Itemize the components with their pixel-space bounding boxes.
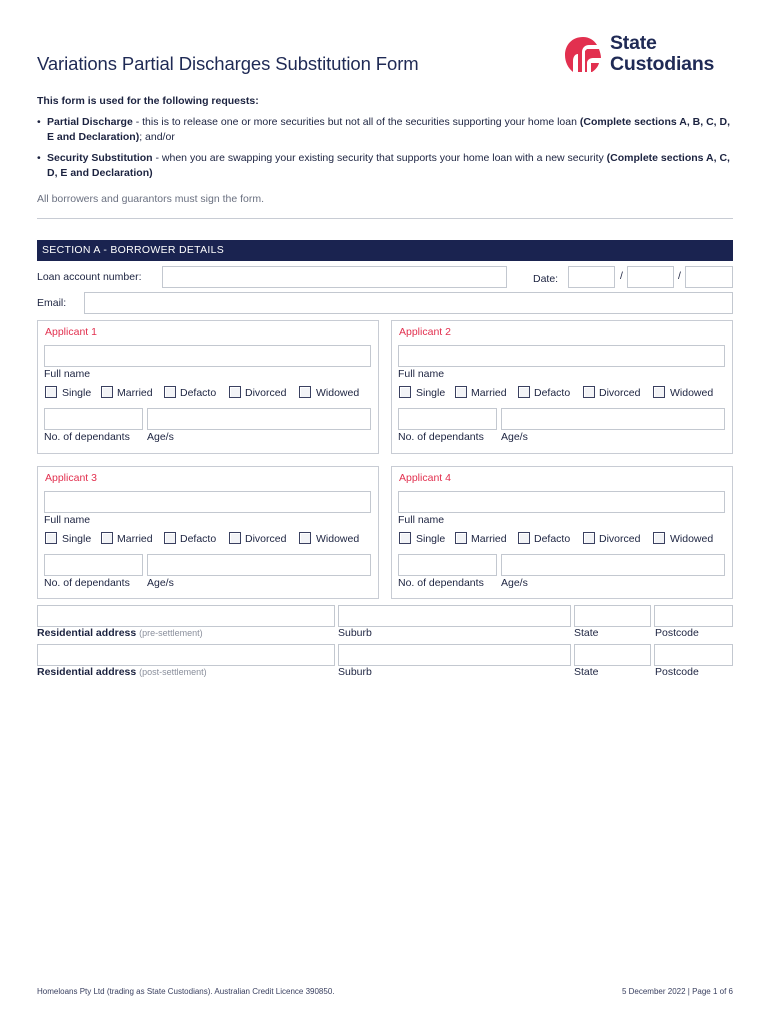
dependants-input[interactable]	[398, 554, 497, 576]
marital-option-label: Divorced	[599, 387, 641, 399]
applicant-heading: Applicant 3	[45, 472, 97, 484]
marital-checkbox[interactable]	[653, 532, 665, 544]
dependants-label: No. of dependants	[398, 577, 484, 589]
dependants-label: No. of dependants	[398, 431, 484, 443]
marital-checkbox[interactable]	[583, 386, 595, 398]
full-name-input[interactable]	[398, 345, 725, 367]
email-input[interactable]	[84, 292, 733, 314]
suburb-post-input[interactable]	[338, 644, 571, 666]
full-name-label: Full name	[44, 514, 91, 526]
full-name-input[interactable]	[398, 491, 725, 513]
postcode-pre-input[interactable]	[654, 605, 733, 627]
full-name-input[interactable]	[44, 345, 371, 367]
loan-account-input[interactable]	[162, 266, 507, 288]
state-custodians-logo	[563, 33, 735, 75]
loan-account-label: Loan account number:	[37, 271, 142, 283]
ages-label: Age/s	[147, 431, 174, 443]
marital-option-label: Single	[62, 387, 92, 399]
marital-checkbox[interactable]	[164, 386, 176, 398]
section-a-heading: SECTION A - BORROWER DETAILS	[37, 240, 733, 261]
marital-checkbox[interactable]	[229, 386, 241, 398]
bullet-bold: Partial Discharge	[47, 116, 133, 128]
suburb-pre-label: Suburb	[338, 627, 372, 639]
address-pre-input[interactable]	[37, 605, 335, 627]
marital-option-label: Defacto	[180, 533, 217, 545]
bullet-tail: ; and/or	[139, 131, 175, 143]
bullet-bold: Security Substitution	[47, 152, 153, 164]
divider	[37, 218, 733, 219]
email-label: Email:	[37, 297, 67, 309]
footer-page-info: 5 December 2022 | Page 1 of 6	[621, 987, 733, 996]
page-title: Variations Partial Discharges Substitution Form	[37, 53, 419, 74]
ages-input[interactable]	[147, 408, 371, 430]
marital-option-label: Widowed	[670, 387, 714, 399]
logo-line-2: Custodians	[610, 53, 715, 75]
date-label: Date:	[533, 273, 559, 285]
state-pre-label: State	[574, 627, 599, 639]
suburb-pre-input[interactable]	[338, 605, 571, 627]
intro-lead: This form is used for the following requests:	[37, 95, 259, 107]
marital-option-label: Widowed	[670, 533, 714, 545]
dependants-input[interactable]	[44, 408, 143, 430]
marital-checkbox[interactable]	[455, 532, 467, 544]
address-post-input[interactable]	[37, 644, 335, 666]
marital-checkbox[interactable]	[45, 532, 57, 544]
marital-checkbox[interactable]	[399, 386, 411, 398]
marital-option-label: Defacto	[534, 387, 571, 399]
marital-checkbox[interactable]	[229, 532, 241, 544]
spartan-helmet-icon	[563, 33, 603, 75]
marital-option-label: Defacto	[180, 387, 217, 399]
full-name-label: Full name	[398, 514, 445, 526]
postcode-post-label: Postcode	[655, 666, 699, 678]
full-name-input[interactable]	[44, 491, 371, 513]
state-post-input[interactable]	[574, 644, 651, 666]
signature-note: All borrowers and guarantors must sign the form.	[37, 193, 265, 205]
address-post-label: Residential address (post-settlement)	[37, 666, 207, 678]
postcode-pre-label: Postcode	[655, 627, 699, 639]
ages-label: Age/s	[501, 577, 528, 589]
marital-option-label: Single	[416, 533, 446, 545]
marital-option-label: Married	[117, 387, 153, 399]
date-year-input[interactable]	[685, 266, 733, 288]
marital-option-label: Defacto	[534, 533, 571, 545]
postcode-post-input[interactable]	[654, 644, 733, 666]
full-name-label: Full name	[398, 368, 445, 380]
marital-option-label: Single	[416, 387, 446, 399]
marital-checkbox[interactable]	[583, 532, 595, 544]
footer-licence: Homeloans Pty Ltd (trading as State Custodians). Australian Credit Licence 390850.	[37, 987, 335, 996]
bullet-text: - this is to release one or more securities but not all of the securities supporting your home loan	[132, 116, 580, 128]
applicant-heading: Applicant 4	[399, 472, 451, 484]
full-name-label: Full name	[44, 368, 91, 380]
suburb-post-label: Suburb	[338, 666, 372, 678]
ages-input[interactable]	[501, 408, 725, 430]
marital-option-label: Married	[471, 387, 507, 399]
marital-checkbox[interactable]	[518, 532, 530, 544]
dependants-input[interactable]	[398, 408, 497, 430]
dependants-input[interactable]	[44, 554, 143, 576]
ages-label: Age/s	[501, 431, 528, 443]
state-post-label: State	[574, 666, 599, 678]
dependants-label: No. of dependants	[44, 431, 130, 443]
marital-checkbox[interactable]	[164, 532, 176, 544]
logo-line-1: State	[610, 32, 657, 54]
marital-option-label: Divorced	[599, 533, 641, 545]
marital-option-label: Divorced	[245, 387, 287, 399]
applicant-heading: Applicant 2	[399, 326, 451, 338]
state-pre-input[interactable]	[574, 605, 651, 627]
marital-checkbox[interactable]	[653, 386, 665, 398]
bullet-text: - when you are swapping your existing security that supports your home loan with a new security	[152, 152, 607, 164]
ages-input[interactable]	[147, 554, 371, 576]
marital-checkbox[interactable]	[299, 386, 311, 398]
date-month-input[interactable]	[627, 266, 674, 288]
date-day-input[interactable]	[568, 266, 615, 288]
marital-checkbox[interactable]	[101, 386, 113, 398]
marital-checkbox[interactable]	[101, 532, 113, 544]
date-separator: /	[678, 270, 681, 282]
address-pre-label: Residential address (pre-settlement)	[37, 627, 203, 639]
marital-checkbox[interactable]	[45, 386, 57, 398]
marital-option-label: Divorced	[245, 533, 287, 545]
bullet-dot: •	[37, 152, 41, 164]
bullet-sections: (Complete sections A, C, D, E and Declaration)	[47, 152, 730, 179]
dependants-label: No. of dependants	[44, 577, 130, 589]
ages-label: Age/s	[147, 577, 174, 589]
marital-option-label: Single	[62, 533, 92, 545]
bullet-dot: •	[37, 116, 41, 128]
marital-option-label: Married	[117, 533, 153, 545]
date-separator: /	[620, 270, 623, 282]
marital-checkbox[interactable]	[299, 532, 311, 544]
applicant-heading: Applicant 1	[45, 326, 97, 338]
bullet-sections: (Complete sections A, B, C, D, E and Declaration)	[47, 116, 730, 143]
marital-checkbox[interactable]	[518, 386, 530, 398]
marital-option-label: Widowed	[316, 387, 360, 399]
ages-input[interactable]	[501, 554, 725, 576]
marital-option-label: Widowed	[316, 533, 360, 545]
marital-checkbox[interactable]	[455, 386, 467, 398]
marital-checkbox[interactable]	[399, 532, 411, 544]
marital-option-label: Married	[471, 533, 507, 545]
